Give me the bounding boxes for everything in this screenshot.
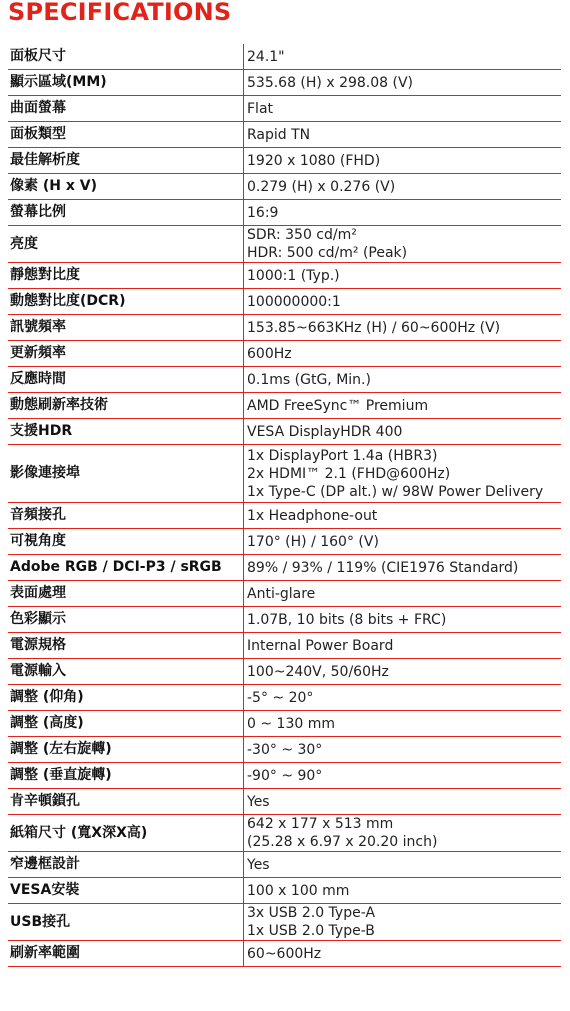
spec-value-line: 1x USB 2.0 Type-B <box>247 923 375 939</box>
spec-value-line: 2x HDMI™ 2.1 (FHD@600Hz) <box>247 465 451 482</box>
spec-value <box>244 315 561 341</box>
spec-value <box>244 607 561 633</box>
spec-row <box>8 659 561 685</box>
spec-value <box>244 789 561 815</box>
spec-value-line: 642 x 177 x 513 mm <box>247 816 394 832</box>
spec-row <box>8 789 561 815</box>
spec-value <box>244 633 561 659</box>
spec-value-line: -5° ~ 20° <box>247 689 314 706</box>
spec-value-line: Yes <box>247 793 270 810</box>
spec-label: 表面處理 <box>8 581 243 607</box>
spec-row <box>8 341 561 367</box>
spec-value <box>244 711 561 737</box>
spec-table <box>8 44 561 967</box>
spec-value-line: Internal Power Board <box>247 637 394 654</box>
spec-value <box>244 200 561 226</box>
spec-label: Adobe RGB / DCI-P3 / sRGB <box>8 555 243 581</box>
spec-row <box>8 122 561 148</box>
spec-row <box>8 393 561 419</box>
spec-value <box>244 289 561 315</box>
spec-label: 可視角度 <box>8 529 243 555</box>
spec-label: 電源規格 <box>8 633 243 659</box>
spec-label: 電源輸入 <box>8 659 243 685</box>
spec-row <box>8 904 561 941</box>
spec-value-line: 100~240V, 50/60Hz <box>247 663 389 680</box>
spec-row <box>8 289 561 315</box>
spec-value <box>244 529 561 555</box>
spec-row <box>8 419 561 445</box>
spec-row <box>8 96 561 122</box>
spec-value <box>244 122 561 148</box>
spec-row <box>8 445 561 503</box>
spec-row <box>8 941 561 967</box>
spec-label: 色彩顯示 <box>8 607 243 633</box>
spec-value <box>244 685 561 711</box>
spec-row <box>8 633 561 659</box>
spec-label: 曲面螢幕 <box>8 96 243 122</box>
spec-label: 紙箱尺寸 (寬X深X高) <box>8 815 243 852</box>
spec-value <box>244 904 561 941</box>
spec-label: 調整 (左右旋轉) <box>8 737 243 763</box>
spec-label: 調整 (仰角) <box>8 685 243 711</box>
spec-value <box>244 763 561 789</box>
spec-label: 影像連接埠 <box>8 445 243 503</box>
spec-label: 顯示區域(MM) <box>8 70 243 96</box>
spec-value <box>244 445 561 503</box>
spec-value <box>244 581 561 607</box>
spec-value-line: 3x USB 2.0 Type-A <box>247 905 376 921</box>
spec-row <box>8 607 561 633</box>
spec-value <box>244 70 561 96</box>
spec-label: 面板尺寸 <box>8 44 243 70</box>
spec-value-line: 89% / 93% / 119% (CIE1976 Standard) <box>247 559 519 576</box>
spec-value <box>244 393 561 419</box>
spec-value-line: 16:9 <box>247 204 279 221</box>
spec-value-line: 170° (H) / 160° (V) <box>247 533 379 550</box>
spec-label: USB接孔 <box>8 904 243 941</box>
spec-value-line: Flat <box>247 100 274 117</box>
spec-value <box>244 367 561 393</box>
spec-row <box>8 367 561 393</box>
spec-row <box>8 226 561 263</box>
spec-value <box>244 44 561 70</box>
spec-row <box>8 263 561 289</box>
spec-value-line: Anti-glare <box>247 585 316 602</box>
spec-label: 刷新率範圍 <box>8 941 243 967</box>
spec-value <box>244 555 561 581</box>
spec-label: 肯辛頓鎖孔 <box>8 789 243 815</box>
spec-value-line: 60~600Hz <box>247 945 322 962</box>
spec-row <box>8 148 561 174</box>
spec-value <box>244 148 561 174</box>
spec-value-line: 600Hz <box>247 345 292 362</box>
spec-row <box>8 711 561 737</box>
spec-label: 調整 (高度) <box>8 711 243 737</box>
spec-label: 更新頻率 <box>8 341 243 367</box>
spec-row <box>8 200 561 226</box>
spec-row <box>8 685 561 711</box>
spec-value <box>244 226 561 263</box>
spec-value <box>244 341 561 367</box>
spec-value-line: -90° ~ 90° <box>247 767 323 784</box>
spec-value-line: 100 x 100 mm <box>247 882 350 899</box>
spec-row <box>8 737 561 763</box>
spec-value-line: Rapid TN <box>247 126 311 143</box>
spec-value <box>244 263 561 289</box>
spec-value-line: 1920 x 1080 (FHD) <box>247 152 381 169</box>
spec-row <box>8 315 561 341</box>
spec-label: 訊號頻率 <box>8 315 243 341</box>
spec-label: 像素 (H x V) <box>8 174 243 200</box>
spec-value-line: VESA DisplayHDR 400 <box>247 423 403 440</box>
spec-value-line: 1x Headphone-out <box>247 507 378 524</box>
spec-value-line: 1x Type-C (DP alt.) w/ 98W Power Delivery <box>247 483 544 500</box>
spec-table-body <box>8 44 561 967</box>
spec-label: 音頻接孔 <box>8 503 243 529</box>
spec-row <box>8 529 561 555</box>
spec-value-line: 1x DisplayPort 1.4a (HBR3) <box>247 447 438 464</box>
spec-value-line: 0 ~ 130 mm <box>247 715 335 732</box>
spec-row <box>8 70 561 96</box>
spec-value <box>244 96 561 122</box>
spec-value <box>244 878 561 904</box>
spec-label: 靜態對比度 <box>8 263 243 289</box>
spec-value-line: (25.28 x 6.97 x 20.20 inch) <box>247 834 438 850</box>
spec-label: 動態刷新率技術 <box>8 393 243 419</box>
spec-label: 窄邊框設計 <box>8 852 243 878</box>
spec-row <box>8 878 561 904</box>
spec-label: 螢幕比例 <box>8 200 243 226</box>
spec-row <box>8 581 561 607</box>
spec-value <box>244 815 561 852</box>
spec-label: 支援HDR <box>8 419 243 445</box>
spec-row <box>8 763 561 789</box>
spec-value <box>244 503 561 529</box>
spec-value <box>244 737 561 763</box>
spec-value-line: HDR: 500 cd/m² (Peak) <box>247 245 408 261</box>
spec-value <box>244 174 561 200</box>
spec-value-line: 0.279 (H) x 0.276 (V) <box>247 178 396 195</box>
spec-value <box>244 852 561 878</box>
spec-label: 亮度 <box>8 226 243 263</box>
spec-value-line: 1000:1 (Typ.) <box>247 267 340 284</box>
spec-row <box>8 503 561 529</box>
spec-row <box>8 852 561 878</box>
spec-value-line: Yes <box>247 856 270 873</box>
spec-value-line: 100000000:1 <box>247 293 341 310</box>
spec-label: VESA安裝 <box>8 878 243 904</box>
spec-value-line: -30° ~ 30° <box>247 741 323 758</box>
spec-label: 動態對比度(DCR) <box>8 289 243 315</box>
spec-value-line: 535.68 (H) x 298.08 (V) <box>247 74 414 91</box>
spec-value <box>244 941 561 967</box>
spec-row <box>8 555 561 581</box>
spec-label: 調整 (垂直旋轉) <box>8 763 243 789</box>
spec-value-line: 1.07B, 10 bits (8 bits + FRC) <box>247 611 447 628</box>
spec-row <box>8 44 561 70</box>
spec-row <box>8 815 561 852</box>
page-title: SPECIFICATIONS <box>8 0 232 26</box>
spec-value-line: 153.85~663KHz (H) / 60~600Hz (V) <box>247 319 501 336</box>
spec-value-line: 24.1" <box>247 48 285 65</box>
spec-value <box>244 659 561 685</box>
spec-value-line: SDR: 350 cd/m² <box>247 227 357 243</box>
spec-value <box>244 419 561 445</box>
spec-label: 面板類型 <box>8 122 243 148</box>
spec-row <box>8 174 561 200</box>
spec-label: 最佳解析度 <box>8 148 243 174</box>
spec-label: 反應時間 <box>8 367 243 393</box>
spec-value-line: 0.1ms (GtG, Min.) <box>247 371 371 388</box>
spec-value-line: AMD FreeSync™ Premium <box>247 397 429 414</box>
